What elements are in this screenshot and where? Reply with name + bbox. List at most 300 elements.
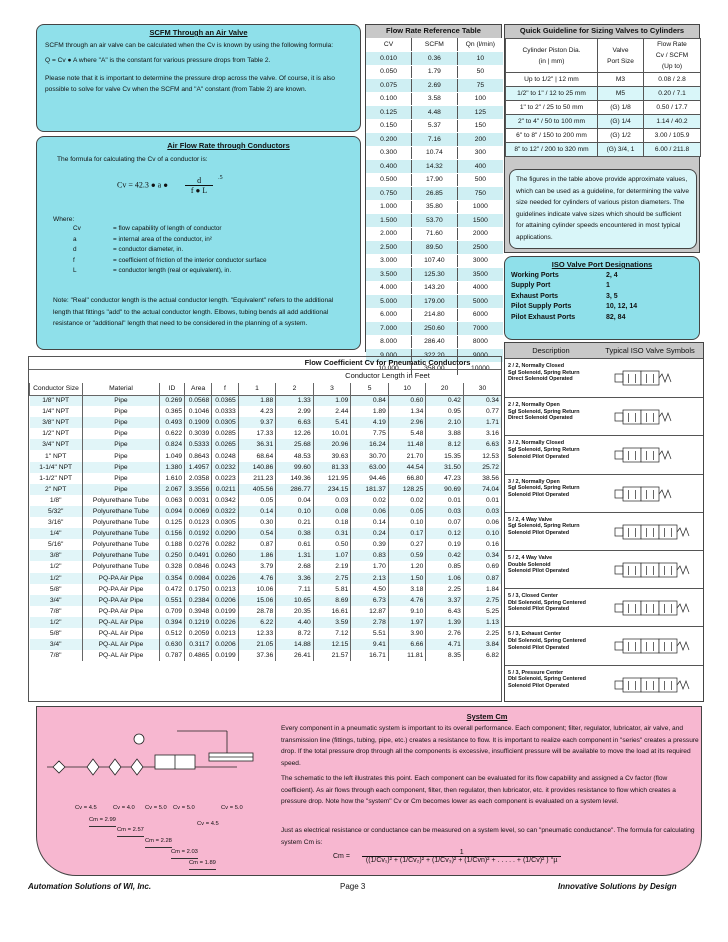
cv-table-cell: 0.77 — [463, 406, 501, 417]
cv-table-row — [30, 473, 502, 484]
cv-table-cell: 38.56 — [463, 473, 501, 484]
flowref-cell: 322.20 — [412, 349, 458, 363]
cv-table-cell: 0.0213 — [212, 584, 239, 595]
cv-table-cell: 3.90 — [388, 628, 426, 639]
cv-table-cell: 48.53 — [276, 450, 314, 461]
quick-guide-cell: 0.08 / 2.8 — [644, 73, 701, 87]
cv-table-cell: 2.10 — [426, 417, 464, 428]
cv-table-cell: 3/4" — [30, 639, 83, 650]
cv-table-cell: 5.48 — [388, 428, 426, 439]
schematic-label-g: Cm = 2.99 — [89, 815, 116, 827]
iso-port-row — [509, 281, 639, 292]
cv-table-cell: 0.0290 — [212, 528, 239, 539]
cv-table-cell: 149.36 — [276, 473, 314, 484]
valve-description — [508, 555, 600, 575]
cv-table-cell: 0.0192 — [185, 528, 212, 539]
flowref-cell: 14.32 — [412, 160, 458, 174]
flowref-row — [366, 214, 503, 228]
cv-table-cell: 0.60 — [388, 395, 426, 406]
flowref-cell: 300 — [457, 146, 503, 160]
flowref-cell: 0.050 — [366, 65, 412, 79]
cv-table-cell: 99.60 — [276, 462, 314, 473]
cv-table-cell: 4.71 — [426, 639, 464, 650]
footer-left: Automation Solutions of WI, Inc. — [28, 882, 152, 891]
cv-table-cell: 1/8" NPT — [30, 395, 83, 406]
cv-table-cell: 16.24 — [351, 439, 389, 450]
flowref-cell: 50 — [457, 65, 503, 79]
quick-guide-cell: M5 — [598, 87, 644, 101]
valve-symbol-row — [505, 474, 703, 512]
cv-table-cell: 3/4" — [30, 595, 83, 606]
cv-table-cell: 1/4" NPT — [42, 408, 70, 416]
cv-table-cell: PQ-PA Air Pipe — [82, 573, 159, 584]
valve-description-line: Sgl Solenoid, Spring Return — [508, 408, 580, 415]
flowref-row — [366, 308, 503, 322]
cv-table-cell: 0.472 — [160, 584, 185, 595]
cv-table-cell: 0.0322 — [212, 506, 239, 517]
iso-port-value: 82, 84 — [606, 313, 626, 321]
flowref-row — [366, 106, 503, 120]
cv-table-cell: 8.69 — [313, 595, 351, 606]
flowref-cell: 0.500 — [366, 173, 412, 187]
scfm-paragraph-1: SCFM through an air valve can be calculated when the Cv is known by using the following formula: — [45, 42, 334, 49]
cv-table-cell: 0.094 — [160, 506, 185, 517]
flowref-table: CV SCFM Qn (l/min) 0.010 0.36 10 0.050 1.79 50 0.075 2.69 75 0.100 3.58 100 0.125 4.48 125 0.150 5.37 150 0.200 7.16 200 0.300 10.74 300 0.400 14.32 400 0.500 17.90 500 0.750 26.85 750 1.000 35.80 1000 1.500 53.70 1500 2.000 71.60 2000 2.500 89.50 2500 3.000 107.40 3000 3.500 125.30 3500 4.000 143.20 4000 5.000 179.00 5000 6.000 214.80 6000 7.000 250.60 7000 8.000 286.40 8000 9.000 322.20 9000 10.000 358.00 10000 — [366, 38, 503, 376]
cv-table-cell: 0.0260 — [212, 550, 239, 561]
schematic-label-b: Cv = 4.0 — [113, 805, 135, 811]
valve-symbol-icon — [603, 438, 703, 472]
cv-table-cell: 12.53 — [463, 450, 501, 461]
flowref-cell: 4000 — [457, 281, 503, 295]
cv-table-cell: 1.34 — [388, 406, 426, 417]
cv-table-cell: 0.630 — [160, 639, 185, 650]
cv-table-cell: 4.76 — [388, 595, 426, 606]
cv-table-cell: 7.11 — [276, 584, 314, 595]
system-cm-p3: Just as electrical resistance or conductance can be measured on a system level, so can "pneumatic conductance". The formula for calculating system Cm is: — [281, 827, 695, 846]
quick-guide-cell: 1/2" to 1" / 12 to 25 mm — [506, 87, 598, 101]
cv-table-cell: 5/8" — [49, 585, 62, 593]
quick-guide-cell: (G) 1/8 — [598, 101, 644, 115]
iso-ports-table — [509, 270, 639, 323]
cv-table-cell: 0.0199 — [212, 650, 239, 661]
valve-description — [508, 479, 600, 499]
quick-guide-cell: M3 — [598, 73, 644, 87]
flowref-cell: 0.750 — [366, 187, 412, 201]
cv-table-cell: 81.33 — [313, 462, 351, 473]
cv-table-cell: 9.10 — [388, 606, 426, 617]
system-schematic — [37, 707, 277, 877]
flowref-cell: 1.500 — [366, 214, 412, 228]
cv-table-cell: 0.0285 — [212, 428, 239, 439]
cv-table-cell: 1.70 — [351, 561, 389, 572]
flowref-cell: 1.79 — [412, 65, 458, 79]
cv-table-cell: 0.85 — [426, 561, 464, 572]
flowref-cell: 500 — [457, 173, 503, 187]
cv-table-cell: 66.80 — [388, 473, 426, 484]
cv-table-cell: 0.8643 — [185, 450, 212, 461]
cv-table-cell: 1.31 — [276, 550, 314, 561]
scfm-paragraph-2: Please note that it is important to determine the pressure drop across the valve. Of course, it is also possible to solve for valve Cv when the SCFM and "A" constant (from Table 2) are known. — [45, 74, 335, 93]
cv-table-cell: 2.68 — [276, 561, 314, 572]
cv-table-cell: 6.43 — [426, 606, 464, 617]
flowref-cell: 125.30 — [412, 268, 458, 282]
valve-description-line: Dbl Solenoid, Spring Centered — [508, 676, 586, 683]
cv-table-header: 2 — [276, 383, 314, 395]
cv-table-subtitle: Conductor Length in Feet — [345, 371, 430, 380]
symbols-iso-header: Typical ISO Valve Symbols — [605, 346, 695, 355]
cv-table-cell: 9.41 — [351, 639, 389, 650]
cv-table-cell: 17.33 — [238, 428, 276, 439]
flowref-cell: 3500 — [457, 268, 503, 282]
cv-table-cell: 12.33 — [238, 628, 276, 639]
flowref-cell: 214.80 — [412, 308, 458, 322]
cv-table-cell: 5.51 — [351, 628, 389, 639]
schematic-label-f: Cv = 4.5 — [197, 821, 219, 827]
quick-guide-cell: 1.14 / 40.2 — [644, 115, 701, 129]
flowref-cell: 286.40 — [412, 335, 458, 349]
cv-table-cell: Pipe — [82, 473, 159, 484]
cv-table-cell: 2.13 — [351, 573, 389, 584]
cv-table-cell: 0.54 — [238, 528, 276, 539]
valve-symbol-icon — [603, 400, 703, 434]
cv-table-cell: 14.88 — [276, 639, 314, 650]
valve-description-line: 5 / 3, Pressure Center — [508, 669, 564, 676]
cv-table-cell: 6.82 — [463, 650, 501, 661]
valve-symbol-icon — [603, 361, 703, 395]
cv-table-cell: 0.06 — [463, 517, 501, 528]
airflow-formula-exp: .5 — [218, 175, 223, 181]
flowref-cell: 10000 — [457, 362, 503, 376]
cv-table-cell: 0.07 — [426, 517, 464, 528]
cv-table-cell: 3.16 — [463, 428, 501, 439]
quick-guide-cell: 0.20 / 7.1 — [644, 87, 701, 101]
cv-table-cell: 0.709 — [160, 606, 185, 617]
cv-table-cell: 286.77 — [276, 484, 314, 495]
cv-table-cell: 1.86 — [238, 550, 276, 561]
cv-table-row — [30, 539, 502, 550]
cv-table-cell: 0.95 — [426, 406, 464, 417]
cv-table-cell: 0.83 — [351, 550, 389, 561]
valve-description-line: Solenoid Pilot Operated — [508, 606, 570, 613]
iso-ports-panel — [504, 256, 700, 340]
flowref-cell: 0.150 — [366, 119, 412, 133]
cv-table-cell: 0.84 — [351, 395, 389, 406]
cv-table-cell: Pipe — [82, 417, 159, 428]
cv-table-cell: 1/8" — [49, 496, 62, 504]
cv-table-row — [30, 595, 502, 606]
cv-table-cell: 4.50 — [351, 584, 389, 595]
cv-table-cell: 0.5333 — [185, 439, 212, 450]
cv-table-row — [30, 506, 502, 517]
cv-table-cell: 0.38 — [276, 528, 314, 539]
cv-table-header: 10 — [388, 383, 426, 395]
valve-description — [508, 517, 600, 537]
cv-table-row — [30, 517, 502, 528]
schematic-label-a: Cv = 4.5 — [75, 805, 97, 811]
cv-table-row — [30, 573, 502, 584]
valve-description-line: Solenoid Pilot Operated — [508, 529, 570, 536]
cv-table-cell: 44.54 — [388, 462, 426, 473]
valve-description-line: Solenoid Pilot Operated — [508, 568, 570, 575]
cv-table-cell: 0.42 — [426, 550, 464, 561]
cv-table-cell: 0.063 — [160, 495, 185, 506]
cv-table-cell: 0.59 — [388, 550, 426, 561]
cv-table-cell: 0.0123 — [185, 517, 212, 528]
cv-table-row — [30, 639, 502, 650]
cv-table-header: Area — [185, 383, 212, 395]
flowref-cell: 1.000 — [366, 200, 412, 214]
flowref-cell: 4.48 — [412, 106, 458, 120]
valve-symbol-icon — [603, 553, 703, 587]
cv-table-cell: 0.1909 — [185, 417, 212, 428]
cv-table-row — [30, 484, 502, 495]
valve-symbol-row — [505, 512, 703, 550]
cv-table-cell: 6.22 — [238, 617, 276, 628]
valve-description-line: 2 / 2, Normally Open — [508, 402, 560, 409]
cv-table-cell: 20.96 — [313, 439, 351, 450]
cv-table-row — [30, 528, 502, 539]
valve-symbol-row — [505, 435, 703, 473]
cv-table-row — [30, 606, 502, 617]
cv-table-cell: 1.33 — [276, 395, 314, 406]
cv-table-cell: 0.03 — [463, 506, 501, 517]
cv-table-cell: 7.75 — [351, 428, 389, 439]
cv-table-cell: 2.25 — [463, 628, 501, 639]
cv-table-cell: 0.2059 — [185, 628, 212, 639]
cv-table-cell: 12.87 — [351, 606, 389, 617]
cv-table-cell: 0.269 — [160, 395, 185, 406]
flowref-cell: 6000 — [457, 308, 503, 322]
flowref-cell: 8000 — [457, 335, 503, 349]
cv-table-cell: 0.14 — [351, 517, 389, 528]
cv-table-cell: 3.18 — [388, 584, 426, 595]
cv-table-cell: 1.09 — [313, 395, 351, 406]
valve-description-line: 3 / 2, Normally Open — [508, 478, 560, 485]
flowref-row — [366, 281, 503, 295]
cv-table-cell: 0.0276 — [185, 539, 212, 550]
cv-table-cell: 1-1/4" NPT — [30, 462, 83, 473]
cv-table-cell: 11.81 — [388, 650, 426, 661]
flowref-cell: 9000 — [457, 349, 503, 363]
cv-table-cell: 7/8" — [49, 607, 62, 615]
cv-table-title: Flow Coefficient Cv for Pneumatic Conductors — [29, 357, 501, 370]
cv-table-cell: 4.19 — [351, 417, 389, 428]
valve-description-line: Direct Solenoid Operated — [508, 376, 573, 383]
quick-guide-table: Cylinder Piston Dia. (in | mm) Valve Port Size Flow Rate Cv / SCFM (Up to) Up to 1/2" | 12 mm M3 0.08 / 2.8 1/2" to 1" / 12 to 25 mm M5 0.20 / 7.1 1" to 2" / 25 to 50 mm (G) 1/8 0.50 / 17.7 2" to 4" / 50 to 100 mm (G) 1/4 1.14 / 40.2 6" to 8" / 150 to 200 mm (G) 1/2 3.00 / 105.9 8" to 12" / 200 to 320 mm (G) 3/4, 1 6.00 / 211.8 — [505, 38, 701, 157]
cv-table-cell: 0.05 — [238, 495, 276, 506]
cv-table-row — [30, 561, 502, 572]
cv-table-cell: 0.3039 — [185, 428, 212, 439]
cv-table-cell: 3/16" — [48, 519, 64, 527]
valve-symbol-row — [505, 588, 703, 626]
cv-table-cell: PQ-PA Air Pipe — [82, 584, 159, 595]
cv-table-cell: 3.79 — [238, 561, 276, 572]
cv-table-cell: 1.88 — [238, 395, 276, 406]
flowref-cell: 143.20 — [412, 281, 458, 295]
flowref-row — [366, 322, 503, 336]
cv-table-cell: 0.10 — [276, 506, 314, 517]
cv-table-cell: 1.07 — [313, 550, 351, 561]
cv-table-cell: Pipe — [82, 428, 159, 439]
flowref-row — [366, 119, 503, 133]
quick-guide-cell: (G) 1/2 — [598, 129, 644, 143]
valve-symbol-row — [505, 626, 703, 664]
cv-table-cell: 47.23 — [426, 473, 464, 484]
flowref-cell: 75 — [457, 79, 503, 93]
flowref-cell: 0.36 — [412, 52, 458, 66]
cv-table-cell: 12.15 — [313, 639, 351, 650]
valve-description — [508, 402, 600, 422]
system-cm-p2: The schematic to the left illustrates this point. Each component can be evaluated for its flow capability and assigned a Cv factor (flow coefficient). As air flows through each component, filter, then regulator, then lubricator, etc. it provides resistance to flow which creates a pressure drop. Note how the "system" Cv or Cm becomes lower as each component is evaluated on a system level. — [281, 775, 676, 806]
cv-table-cell: 26.41 — [276, 650, 314, 661]
flowref-cell: 100 — [457, 92, 503, 106]
cv-table-cell: 21.70 — [388, 450, 426, 461]
cv-table-cell: 8.35 — [426, 650, 464, 661]
cv-table-header: Material — [82, 383, 159, 395]
iso-port-value: 1 — [606, 282, 610, 290]
quick-guide-cell: (G) 1/4 — [598, 115, 644, 129]
flowref-cell: 53.70 — [412, 214, 458, 228]
flowref-cell: 3000 — [457, 254, 503, 268]
valve-description — [508, 593, 600, 613]
airflow-note: Note: "Real" conductor length is the actual conductor length. "Equivalent" refers to the additional length that fittings "add" to the actual conductor length. Elbows, tubing bends all add additional resistance or "additional" length that need to be considered in the planning of a system. — [53, 297, 334, 327]
cv-table-cell: 2.19 — [313, 561, 351, 572]
cv-table-cell: 0.3948 — [185, 606, 212, 617]
quick-guide-title: Quick Guideline for Sizing Valves to Cylinders — [519, 26, 685, 35]
cv-table-cell: 2" NPT — [30, 484, 83, 495]
valve-description-line: Double Solenoid — [508, 561, 551, 568]
cv-table-cell: 0.0226 — [212, 617, 239, 628]
cv-table-cell: 0.0305 — [212, 517, 239, 528]
cv-table-cell: 30.70 — [351, 450, 389, 461]
scfm-formula: Q = Cv ● A where "A" is the constant for various pressure drops from Table 2. — [45, 57, 271, 64]
cv-table-cell: 0.0248 — [212, 450, 239, 461]
cv-table-cell: 36.31 — [238, 439, 276, 450]
flowref-row — [366, 146, 503, 160]
iso-port-row — [509, 312, 639, 323]
cv-table-cell: 0.365 — [160, 406, 185, 417]
cv-table-cell: 9.37 — [238, 417, 276, 428]
valve-symbol-icon — [603, 477, 703, 511]
cv-table-cell: 1.4957 — [185, 462, 212, 473]
quick-guide-note: The figures in the table above provide approximate values, which can be used as a guideline, for determining the valve size needed for cylinders of various piston diameters. The guidelines indicate valve sizes which should be sufficient for attaining cylinder speeds encountered in most typical applications. — [509, 169, 697, 249]
airflow-formula-num: d — [185, 176, 213, 186]
quick-guide-cell: 1" to 2" / 25 to 50 mm — [506, 101, 598, 115]
cv-table-row — [30, 495, 502, 506]
cv-table-cell: 0.493 — [160, 417, 185, 428]
cv-table-cell: 3.88 — [426, 428, 464, 439]
cv-table-cell: 90.69 — [426, 484, 464, 495]
cv-table-cell: Pipe — [82, 395, 159, 406]
cv-table-cell: Polyurethane Tube — [82, 495, 159, 506]
cv-table-cell: 0.16 — [463, 539, 501, 550]
cv-table-cell: 0.50 — [313, 539, 351, 550]
iso-port-row — [509, 291, 639, 302]
iso-port-value: 10, 12, 14 — [606, 303, 638, 311]
valve-description — [508, 363, 600, 383]
cv-table-cell: 68.64 — [238, 450, 276, 461]
cv-table-cell: 0.30 — [238, 517, 276, 528]
cv-table-cell: 3/8" NPT — [30, 417, 83, 428]
cv-table-cell: 7.12 — [313, 628, 351, 639]
flowref-cell: 3.500 — [366, 268, 412, 282]
flowref-cell: 200 — [457, 133, 503, 147]
cv-table-cell: 25.68 — [276, 439, 314, 450]
cv-table-cell: PQ-PA Air Pipe — [82, 595, 159, 606]
cv-table-cell: 31.50 — [426, 462, 464, 473]
airflow-formula — [117, 175, 223, 196]
cv-table-cell: 0.69 — [463, 561, 501, 572]
cv-table-header: Conductor Size — [30, 383, 83, 395]
cv-table-cell: 121.95 — [313, 473, 351, 484]
valve-symbol-row — [505, 359, 703, 397]
cv-table-cell: 0.551 — [160, 595, 185, 606]
quick-guide-cell: 6.00 / 211.8 — [644, 143, 701, 157]
cv-table-cell: 0.0206 — [212, 595, 239, 606]
flowref-cell: 7000 — [457, 322, 503, 336]
cv-table-cell: 15.35 — [426, 450, 464, 461]
cv-table-cell: 0.42 — [426, 395, 464, 406]
flowref-cell: 9.000 — [366, 349, 412, 363]
cv-table-row — [30, 650, 502, 661]
valve-symbol-icon — [603, 629, 703, 663]
quick-guide-row — [506, 101, 701, 115]
flowref-cell: 3.000 — [366, 254, 412, 268]
symbols-desc-header: Description — [532, 346, 570, 355]
iso-port-row — [509, 270, 639, 281]
cv-table-row — [30, 417, 502, 428]
cv-table-cell: 0.188 — [160, 539, 185, 550]
cv-table-row — [30, 428, 502, 439]
cv-table-cell: 1.610 — [160, 473, 185, 484]
cv-table-cell: 0.0305 — [212, 417, 239, 428]
flowref-title: Flow Rate Reference Table — [386, 26, 481, 35]
valve-description-line: 5 / 2, 4 Way Valve — [508, 555, 553, 561]
flowref-cell: 4.000 — [366, 281, 412, 295]
cv-table-cell: 10.65 — [276, 595, 314, 606]
cv-table-cell: 0.06 — [351, 506, 389, 517]
schematic-label-k: Cm = 1.89 — [189, 858, 216, 870]
cv-table-cell: 0.10 — [388, 517, 426, 528]
cv-table-cell: 0.0265 — [212, 439, 239, 450]
cv-table-cell: 0.04 — [276, 495, 314, 506]
cv-table-cell: 0.31 — [313, 528, 351, 539]
flowref-cell: 10.74 — [412, 146, 458, 160]
cv-table-cell: 21.57 — [313, 650, 351, 661]
flowref-cell: 107.40 — [412, 254, 458, 268]
cv-table-cell: PQ-AL Air Pipe — [82, 650, 159, 661]
cv-table-cell: 0.0282 — [212, 539, 239, 550]
valve-description — [508, 440, 600, 460]
cv-table-cell: 1.13 — [463, 617, 501, 628]
cv-table-cell: 2.25 — [426, 584, 464, 595]
valve-symbol-icon — [603, 591, 703, 625]
schematic-label-j: Cm = 2.03 — [171, 847, 198, 859]
valve-description-line: Solenoid Pilot Operated — [508, 453, 570, 460]
cv-table-cell: 2.75 — [313, 573, 351, 584]
flowref-cell: 10.000 — [366, 362, 412, 376]
cv-table-cell: 0.0984 — [185, 573, 212, 584]
cv-table-cell: 0.2384 — [185, 595, 212, 606]
airflow-title: Air Flow Rate through Conductors — [167, 141, 290, 150]
cv-table-cell: 0.01 — [426, 495, 464, 506]
cv-table-cell: Polyurethane Tube — [82, 517, 159, 528]
footer-right: Innovative Solutions by Design — [558, 882, 677, 891]
cv-table-cell: 2.99 — [276, 406, 314, 417]
flowref-row — [366, 241, 503, 255]
system-cm-title: System Cm — [466, 712, 508, 721]
cv-table-cell: 74.04 — [463, 484, 501, 495]
